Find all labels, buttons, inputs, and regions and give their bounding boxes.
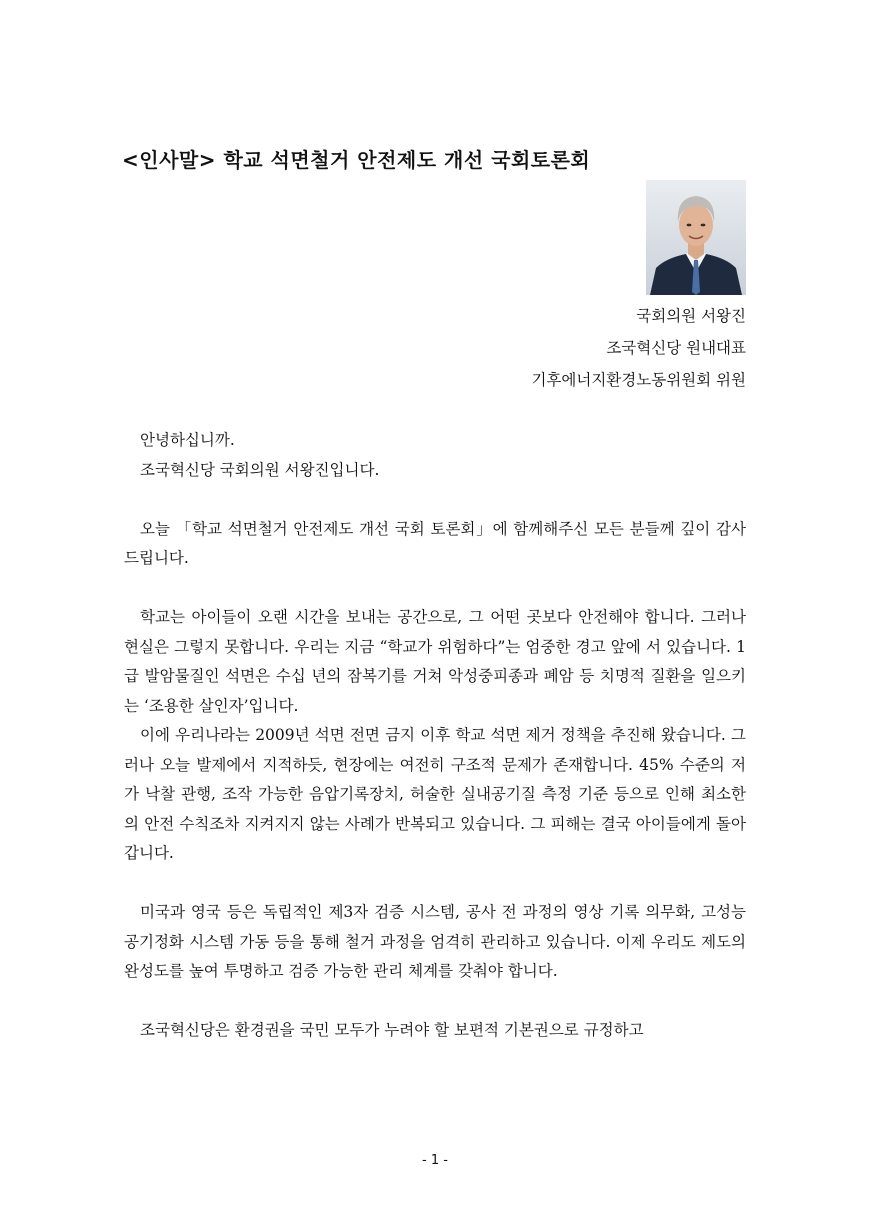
- page-number: - 1 -: [422, 1153, 448, 1168]
- author-committee: 기후에너지환경노동위원회 위원: [531, 371, 746, 389]
- paragraph-school-safety: 학교는 아이들이 오랜 시간을 보내는 공간으로, 그 어떤 곳보다 안전해야 합니다. 그러나 현실은 그렇지 못합니다. 우리는 지금 “학교가 위험하다”는 엄중한 경고 앞에 서 있습니다. 1급 발암물질인 석면은 수십 년의 잠복기를 거쳐 악성중피종과 폐암 등 치명적 질환을 일으키는 ‘조용한 살인자’입니다.: [124, 608, 746, 715]
- author-title: 국회의원 서왕진: [636, 307, 746, 325]
- paragraph-foreign-cases: 미국과 영국 등은 독립적인 제3자 검증 시스템, 공사 전 과정의 영상 기록 의무화, 고성능 공기정화 시스템 가동 등을 통해 철거 과정을 엄격히 관리하고 있습니다. 이제 우리도 제도의 완성도를 높여 투명하고 검증 가능한 관리 체계를 갖춰야 합니다.: [124, 903, 746, 980]
- greeting: 안녕하십니까.: [140, 431, 235, 449]
- author-party: 조국혁신당 원내대표: [606, 339, 746, 357]
- paragraph-party-commitment: 조국혁신당은 환경권을 국민 모두가 누려야 할 보편적 기본권으로 규정하고: [140, 1021, 644, 1039]
- self-introduction: 조국혁신당 국회의원 서왕진입니다.: [140, 460, 380, 479]
- paragraph-thanks: 오늘 「학교 석면철거 안전제도 개선 국회 토론회」에 함께해주신 모든 분들께 깊이 감사드립니다.: [124, 519, 746, 567]
- author-portrait: [646, 180, 746, 295]
- speech-body: [124, 426, 746, 1046]
- page-title: <인사말> 학교 석면철거 안전제도 개선 국회토론회: [122, 148, 591, 172]
- paragraph-policy-problems: 이에 우리나라는 2009년 석면 전면 금지 이후 학교 석면 제거 정책을 추진해 왔습니다. 그러나 오늘 발제에서 지적하듯, 현장에는 여전히 구조적 문제가 존재합니다. 45% 수준의 저가 낙찰 관행, 조작 가능한 음압기록장치, 허술한 실내공기질 측정 기준 등으로 인해 최소한의 안전 수칙조차 지켜지지 않는 사례가 반복되고 있습니다. 그 피해는 결국 아이들에게 돌아갑니다.: [124, 726, 746, 862]
